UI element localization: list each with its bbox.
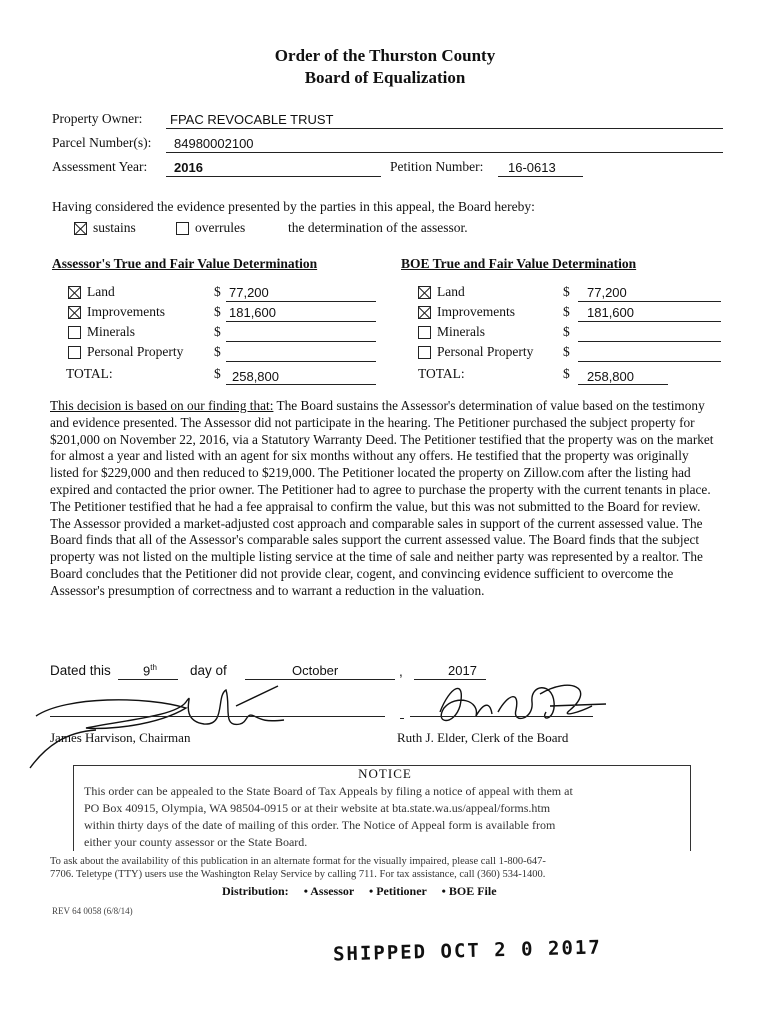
- decision-lead: This decision is based on our finding that:: [50, 398, 274, 413]
- dated-comma: ,: [399, 664, 403, 679]
- petition-field: [498, 160, 583, 177]
- boe-minerals-checkbox: [418, 326, 431, 339]
- assessor-land-row: [68, 284, 115, 300]
- petition-value: 16-0613: [508, 160, 556, 175]
- notice-line-1: This order can be appealed to the State Board of Tax Appeals by filing a notice of appeal with them at: [84, 784, 573, 798]
- dated-label: Dated this: [50, 663, 111, 678]
- assessor-improvements-label: Improvements: [87, 304, 165, 319]
- determination-intro: Having considered the evidence presented by the parties in this appeal, the Board hereby:: [52, 199, 535, 214]
- boe-improvements-label: Improvements: [437, 304, 515, 319]
- boe-minerals-currency: $: [563, 324, 570, 339]
- assessor-improvements-currency: $: [214, 304, 221, 319]
- assessor-personal-row: [68, 344, 183, 360]
- notice-line-3: within thirty days of the date of mailing of this order. The Notice of Appeal form is available from: [84, 818, 556, 832]
- year-field: [166, 160, 381, 177]
- assessor-land-label: Land: [87, 284, 115, 299]
- chairman-signature: [26, 676, 326, 772]
- title-line-2: Board of Equalization: [304, 68, 466, 87]
- distribution-item: • BOE File: [441, 884, 497, 898]
- distribution-label: Distribution:: [222, 884, 289, 898]
- notice-line-4: either your county assessor or the State Board.: [84, 835, 308, 849]
- assessor-minerals-checkbox: [68, 326, 81, 339]
- chairman-signature-line: [50, 716, 385, 717]
- overrules-label: overrules: [195, 220, 246, 235]
- assessor-total-value: 258,800: [232, 369, 279, 384]
- assessor-total-label: TOTAL:: [66, 366, 113, 381]
- assessor-minerals-field: [226, 325, 376, 342]
- overrules-checkbox: [176, 222, 189, 235]
- assessor-land-checkbox: [68, 286, 81, 299]
- parcel-field: [166, 136, 723, 153]
- year-value: 2016: [174, 160, 203, 175]
- boe-total-label: TOTAL:: [418, 366, 465, 381]
- chairman-name: James Harvison, Chairman: [50, 730, 191, 745]
- sustains-checkbox: [74, 222, 87, 235]
- assessor-personal-field: [226, 345, 376, 362]
- dated-month: October: [292, 663, 339, 678]
- boe-land-label: Land: [437, 284, 465, 299]
- assessor-land-currency: $: [214, 284, 221, 299]
- decision-paragraph: [50, 398, 718, 600]
- boe-improvements-currency: $: [563, 304, 570, 319]
- boe-minerals-row: [418, 324, 485, 340]
- parcel-value: 84980002100: [174, 136, 254, 151]
- boe-improvements-value: 181,600: [587, 305, 634, 320]
- boe-total-currency: $: [563, 366, 570, 381]
- boe-personal-field: [578, 345, 721, 362]
- boe-total-field: [578, 368, 668, 385]
- notice-heading: NOTICE: [358, 766, 412, 781]
- clerk-name: Ruth J. Elder, Clerk of the Board: [397, 730, 569, 745]
- determination-tail: the determination of the assessor.: [288, 220, 468, 235]
- dated-day-of: day of: [190, 663, 227, 678]
- sustains-label: sustains: [93, 220, 136, 235]
- accessibility-line-2: 7706. Teletype (TTY) users use the Washington Relay Service by calling 711. For tax assistance, call (360) 534-1400.: [50, 869, 546, 880]
- assessor-minerals-currency: $: [214, 324, 221, 339]
- boe-personal-currency: $: [563, 344, 570, 359]
- assessor-personal-checkbox: [68, 346, 81, 359]
- title-line-1: Order of the Thurston County: [274, 46, 496, 65]
- boe-land-row: [418, 284, 465, 300]
- assessor-heading: Assessor's True and Fair Value Determination: [52, 256, 318, 271]
- boe-personal-row: [418, 344, 533, 360]
- owner-label: Property Owner:: [52, 111, 143, 126]
- clerk-signature-line: [410, 716, 593, 717]
- assessor-minerals-row: [68, 324, 135, 340]
- sustains-option: [74, 220, 136, 236]
- clerk-signature: [420, 672, 620, 734]
- assessor-personal-currency: $: [214, 344, 221, 359]
- year-label: Assessment Year:: [52, 159, 148, 174]
- boe-land-currency: $: [563, 284, 570, 299]
- form-id: REV 64 0058 (6/8/14): [52, 906, 133, 916]
- overrules-option: [176, 220, 245, 236]
- boe-improvements-checkbox: [418, 306, 431, 319]
- distribution-row: [222, 884, 497, 899]
- assessor-improvements-row: [68, 304, 165, 320]
- clerk-signature-dash: [400, 718, 404, 719]
- assessor-improvements-value: 181,600: [229, 305, 276, 320]
- assessor-total-field: [226, 368, 376, 385]
- dated-day: 9th: [143, 663, 157, 679]
- assessor-land-value: 77,200: [229, 285, 269, 300]
- parcel-label: Parcel Number(s):: [52, 135, 152, 150]
- decision-body: The Board sustains the Assessor's determination of value based on the testimony and evidence presented. The Assessor did not participate in the hearing. The Petitioner purchased the subject property for $201,000 on November 22, 2016, via a Statutory Warranty Deed. The Petitioner testified that the property was on the market for almost a year and listed with an agent for six months without any offers. He testified that the property was originally listed for $229,000 and then reduced to $219,000. The Petitioner located the property on Zillow.com after the listing had expired and contacted the prior owner. The Petitioner had to agree to purchase the property with the current tenants in place. The Petitioner testified that he had a fee appraisal to confirm the value, but this was not submitted to the Board for review. The Assessor provided a market-adjusted cost approach and comparable sales in support of the current assessed value. The Board finds that all of the Assessor's comparable sales support the current assessed value. The Board finds that the subject property was not listed on the multiple listing service at the time of sale and neither party was represented by a realtor. The Board concludes that the Petitioner did not provide clear, cogent, and convincing evidence sufficient to overcome the Assessor's presumption of correctness and to warrant a reduction in the valuation.: [50, 398, 714, 598]
- boe-land-field: [578, 285, 721, 302]
- distribution-item: • Petitioner: [369, 884, 427, 898]
- boe-land-checkbox: [418, 286, 431, 299]
- owner-field: [166, 112, 723, 129]
- boe-personal-label: Personal Property: [437, 344, 534, 359]
- assessor-personal-label: Personal Property: [87, 344, 184, 359]
- dated-year: 2017: [448, 663, 477, 678]
- petition-label: Petition Number:: [390, 159, 484, 174]
- boe-improvements-field: [578, 305, 721, 322]
- boe-minerals-label: Minerals: [437, 324, 485, 339]
- assessor-minerals-label: Minerals: [87, 324, 135, 339]
- boe-total-value: 258,800: [587, 369, 634, 384]
- boe-minerals-field: [578, 325, 721, 342]
- assessor-total-currency: $: [214, 366, 221, 381]
- assessor-improvements-field: [226, 305, 376, 322]
- boe-personal-checkbox: [418, 346, 431, 359]
- assessor-improvements-checkbox: [68, 306, 81, 319]
- notice-line-2: PO Box 40915, Olympia, WA 98504-0915 or at their website at bta.state.wa.us/appeal/forms.htm: [84, 801, 551, 815]
- assessor-land-field: [226, 285, 376, 302]
- boe-improvements-row: [418, 304, 515, 320]
- boe-land-value: 77,200: [587, 285, 627, 300]
- accessibility-line-1: To ask about the availability of this publication in an alternate format for the visually impaired, please call 1-800-647-: [50, 856, 546, 867]
- owner-value: FPAC REVOCABLE TRUST: [170, 112, 334, 127]
- boe-heading: BOE True and Fair Value Determination: [401, 256, 637, 271]
- distribution-item: • Assessor: [303, 884, 355, 898]
- shipped-stamp: SHIPPED OCT 2 0 2017: [332, 936, 603, 966]
